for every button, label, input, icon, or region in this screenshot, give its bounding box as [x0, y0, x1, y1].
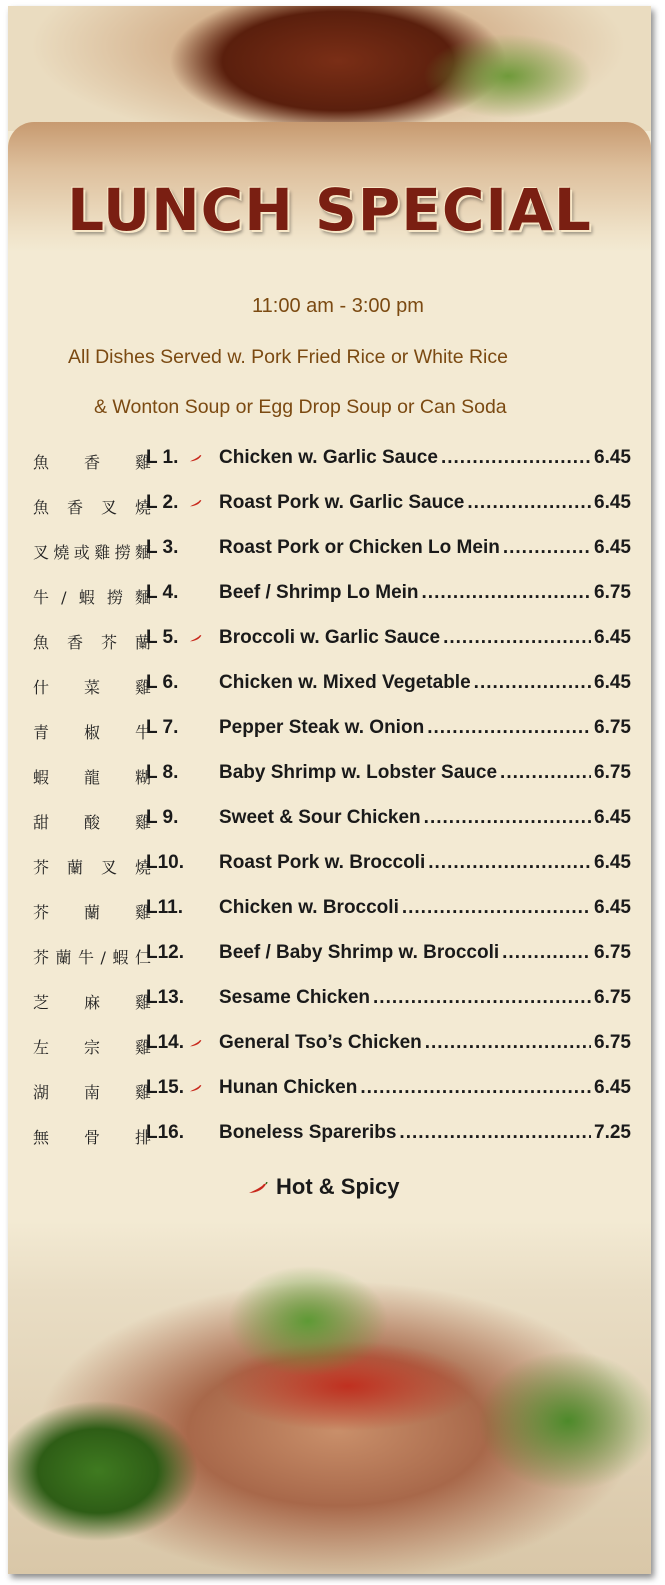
menu-row	[8, 577, 651, 607]
dish-price: 6.45	[594, 852, 631, 873]
menu-item	[219, 672, 631, 696]
menu-row	[8, 757, 651, 787]
item-number: L 2.	[146, 492, 179, 513]
menu-item	[219, 1032, 631, 1056]
menu-row	[8, 982, 651, 1012]
menu-row	[8, 937, 651, 967]
dish-price: 6.45	[594, 897, 631, 918]
menu-row	[8, 442, 651, 472]
chinese-dish-name: 芥蘭牛/蝦仁	[33, 948, 151, 967]
menu-row	[8, 1117, 651, 1147]
chinese-dish-name: 蝦龍糊	[33, 768, 151, 787]
dish-name: Broccoli w. Garlic Sauce	[219, 627, 441, 648]
menu-row	[8, 532, 651, 562]
item-number: L12.	[146, 942, 185, 963]
dish-name: Baby Shrimp w. Lobster Sauce	[219, 762, 498, 783]
item-number: L10.	[146, 852, 185, 873]
dot-leader	[428, 852, 591, 874]
chinese-dish-name: 青椒牛	[33, 723, 151, 742]
menu-row	[8, 487, 651, 517]
chili-pepper-icon	[188, 634, 204, 642]
chinese-dish-name: 甜酸雞	[33, 813, 151, 832]
menu-card	[8, 6, 651, 1574]
menu-item	[219, 717, 631, 741]
item-number: L13.	[146, 987, 185, 1008]
dish-price: 6.45	[594, 627, 631, 648]
item-number: L 6.	[146, 672, 179, 693]
dish-price: 6.45	[594, 537, 631, 558]
item-number: L 9.	[146, 807, 179, 828]
menu-row	[8, 622, 651, 652]
menu-row	[8, 1027, 651, 1057]
chili-pepper-icon	[188, 1039, 204, 1047]
menu-item	[219, 627, 631, 651]
menu-item	[219, 1077, 631, 1101]
menu-item	[219, 897, 631, 921]
dish-name: Chicken w. Mixed Vegetable	[219, 672, 471, 693]
item-number: L11.	[146, 897, 183, 918]
item-number: L14.	[146, 1032, 185, 1053]
dish-name: Roast Pork w. Garlic Sauce	[219, 492, 465, 513]
menu-row	[8, 847, 651, 877]
dish-price: 6.75	[594, 762, 631, 783]
dot-leader	[474, 672, 591, 694]
food-photo-top	[8, 6, 651, 131]
chinese-dish-name: 湖南雞	[33, 1083, 151, 1102]
dish-price: 6.45	[594, 807, 631, 828]
served-with-line-2: & Wonton Soup or Egg Drop Soup or Can Soda	[94, 396, 507, 418]
menu-item	[219, 852, 631, 876]
dot-leader	[425, 1032, 591, 1054]
legend-label: Hot & Spicy	[276, 1174, 400, 1199]
menu-row	[8, 802, 651, 832]
menu-item	[219, 537, 631, 561]
chinese-dish-name: 魚香雞	[33, 453, 151, 472]
item-number: L 5.	[146, 627, 179, 648]
dish-name: Sweet & Sour Chicken	[219, 807, 421, 828]
dish-price: 6.75	[594, 942, 631, 963]
menu-item	[219, 492, 631, 516]
menu-item	[219, 582, 631, 606]
served-with-line-1: All Dishes Served w. Pork Fried Rice or White Rice	[68, 346, 508, 368]
dot-leader	[402, 897, 591, 919]
dish-price: 6.75	[594, 582, 631, 603]
dish-name: General Tso’s Chicken	[219, 1032, 422, 1053]
menu-item	[219, 942, 631, 966]
chinese-dish-name: 芥蘭雞	[33, 903, 151, 922]
menu-row	[8, 712, 651, 742]
chinese-dish-name: 魚香叉燒	[33, 498, 151, 517]
chili-pepper-icon	[248, 1182, 268, 1194]
dish-name: Pepper Steak w. Onion	[219, 717, 425, 738]
hot-spicy-legend	[248, 1174, 399, 1200]
item-number: L 7.	[146, 717, 179, 738]
hours-text: 11:00 am - 3:00 pm	[252, 295, 424, 317]
dot-leader	[502, 942, 591, 964]
dish-price: 7.25	[594, 1122, 631, 1143]
dish-name: Beef / Baby Shrimp w. Broccoli	[219, 942, 500, 963]
dish-price: 6.75	[594, 987, 631, 1008]
dot-leader	[443, 627, 591, 649]
dish-price: 6.45	[594, 447, 631, 468]
chili-pepper-icon	[188, 499, 204, 507]
menu-row	[8, 892, 651, 922]
dish-price: 6.75	[594, 717, 631, 738]
dot-leader	[500, 762, 591, 784]
chili-pepper-icon	[188, 1084, 204, 1092]
item-number: L 1.	[146, 447, 179, 468]
chinese-dish-name: 芝麻雞	[33, 993, 151, 1012]
menu-row	[8, 1072, 651, 1102]
item-number: L 8.	[146, 762, 179, 783]
item-number: L15.	[146, 1077, 185, 1098]
dot-leader	[441, 447, 591, 469]
item-number: L 3.	[146, 537, 179, 558]
dish-price: 6.45	[594, 492, 631, 513]
dish-price: 6.45	[594, 672, 631, 693]
food-photo-bottom	[8, 1221, 651, 1574]
chinese-dish-name: 叉燒或雞撈麵	[33, 543, 151, 562]
dot-leader	[422, 582, 591, 604]
chili-pepper-icon	[188, 454, 204, 462]
chinese-dish-name: 牛/蝦撈麵	[33, 588, 151, 607]
menu-title: LUNCH SPECIAL	[67, 176, 592, 244]
dish-name: Roast Pork or Chicken Lo Mein	[219, 537, 500, 558]
dot-leader	[399, 1122, 591, 1144]
menu-row	[8, 667, 651, 697]
chinese-dish-name: 什菜雞	[33, 678, 151, 697]
dish-name: Sesame Chicken	[219, 987, 371, 1008]
dish-name: Hunan Chicken	[219, 1077, 358, 1098]
chinese-dish-name: 左宗雞	[33, 1038, 151, 1057]
dish-name: Roast Pork w. Broccoli	[219, 852, 426, 873]
dot-leader	[424, 807, 591, 829]
chinese-dish-name: 魚香芥蘭	[33, 633, 151, 652]
menu-item	[219, 762, 631, 786]
chinese-dish-name: 無骨排	[33, 1128, 151, 1147]
dish-price: 6.45	[594, 1077, 631, 1098]
dish-name: Chicken w. Broccoli	[219, 897, 399, 918]
dish-name: Beef / Shrimp Lo Mein	[219, 582, 419, 603]
dot-leader	[373, 987, 591, 1009]
menu-item	[219, 987, 631, 1011]
menu-item	[219, 807, 631, 831]
menu-item	[219, 447, 631, 471]
dot-leader	[467, 492, 591, 514]
chinese-dish-name: 芥蘭叉燒	[33, 858, 151, 877]
dot-leader	[360, 1077, 591, 1099]
dot-leader	[427, 717, 591, 739]
item-number: L16.	[146, 1122, 185, 1143]
item-number: L 4.	[146, 582, 179, 603]
dish-name: Boneless Spareribs	[219, 1122, 397, 1143]
dot-leader	[503, 537, 591, 559]
menu-item	[219, 1122, 631, 1146]
dish-name: Chicken w. Garlic Sauce	[219, 447, 438, 468]
dish-price: 6.75	[594, 1032, 631, 1053]
